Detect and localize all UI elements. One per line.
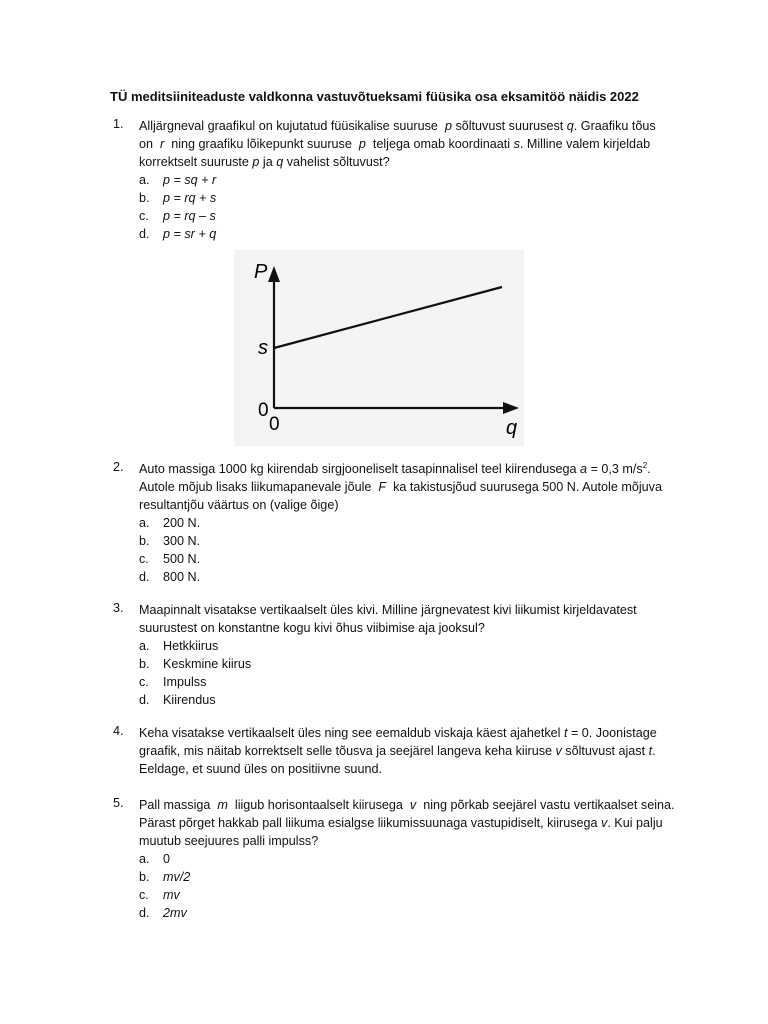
question-number: 3. xyxy=(113,601,124,615)
question-text: Auto massiga 1000 kg kiirendab sirgjooneliselt tasapinnalisel teel kiirendusega a = 0,3 $m/s^2$. Autole mõjub lisaks liikumapanevale jõule F ka takistusjõud suurusega 500 N. Autole mõjuva resultantjõu väärtus on (valige õige) xyxy=(139,461,662,512)
intercept-label: s xyxy=(258,337,268,359)
question-number: 5. xyxy=(113,796,124,810)
question-number: 4. xyxy=(113,724,124,738)
question-text: Maapinnalt visatakse vertikaalselt üles kivi. Milline järgnevatest kivi liikumist kirjeldavatest suurustest on konstantne kogu kivi õhus viibimise aja jooksul? xyxy=(139,603,637,635)
question-number: 2. xyxy=(113,460,124,474)
question-text: Pall massiga m liigub horisontaalselt kiirusega v ning põrkab seejärel vastu vertikaalset seina. Pärast põrget hakkab pall liikuma esialgse liikumissuunaga vastupidiselt, kiirusega v. Kui palju muutub seejuures palli impulss? xyxy=(139,798,675,848)
question-number: 1. xyxy=(113,117,124,131)
x-axis-label: q xyxy=(506,417,518,439)
p-vs-q-graph xyxy=(234,250,524,446)
question-text: Alljärgneval graafikul on kujutatud füüsikalise suuruse p sõltuvust suurusest q. Graafiku tõus on r ning graafiku lõikepunkt suuruse p teljega omab koordinaati s. Milline valem kirjeldab korrektselt suuruste p ja q vahelist sõltuvust? xyxy=(139,119,656,169)
origin-y-label: 0 xyxy=(258,400,269,421)
page-title: TÜ meditsiiniteaduste valdkonna vastuvõtueksami füüsika osa eksamitöö näidis 2022 xyxy=(110,89,639,104)
y-axis-label: P xyxy=(254,261,268,283)
question-text: Keha visatakse vertikaalselt üles ning see eemaldub viskaja käest ajahetkel t = 0. Joonistage graafik, mis näitab korrektselt selle tõusva ja seejärel langeva keha kiiruse v sõltuvust ajast t. Eeldage, et suund üles on positiivne suund. xyxy=(139,726,657,776)
origin-x-label: 0 xyxy=(269,414,280,435)
